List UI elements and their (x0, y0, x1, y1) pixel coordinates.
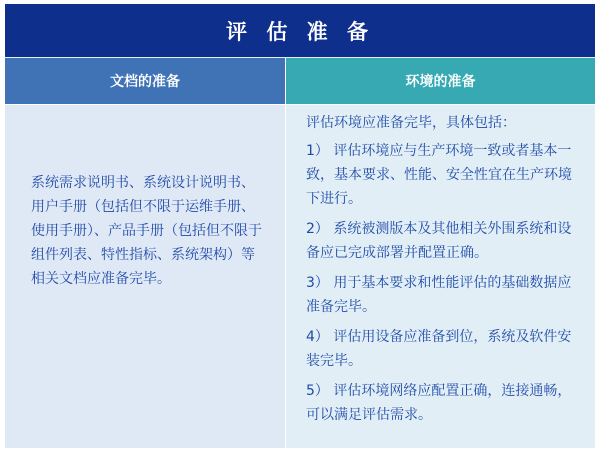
table-title: 评 估 准 备 (5, 4, 595, 58)
environment-item: 5） 评估环境网络应配置正确，连接通畅，可以满足评估需求。 (306, 383, 572, 423)
environment-content-cell (286, 105, 595, 448)
documents-description: 系统需求说明书、系统设计说明书、用户手册（包括但不限于运维手册、使用手册）、产品手册（包括但不限于组件列表、特性指标、系统架构）等相关文档应准备完毕。 (31, 175, 262, 287)
environment-intro: 评估环境应准备完毕，具体包括： (306, 115, 516, 131)
environment-item: 1） 评估环境应与生产环境一致或者基本一致，基本要求、性能、安全性宜在生产环境下进行。 (306, 143, 572, 207)
evaluation-prep-table (5, 4, 595, 448)
documents-content-cell (5, 105, 285, 448)
environment-item: 4） 评估用设备应准备到位，系统及软件安装完毕。 (306, 329, 572, 369)
column-header-environment: 环境的准备 (286, 58, 595, 104)
column-header-documents: 文档的准备 (5, 58, 285, 104)
environment-item: 2） 系统被测版本及其他相关外围系统和设备应已完成部署并配置正确。 (306, 221, 572, 261)
environment-item: 3） 用于基本要求和性能评估的基础数据应准备完毕。 (306, 275, 572, 315)
